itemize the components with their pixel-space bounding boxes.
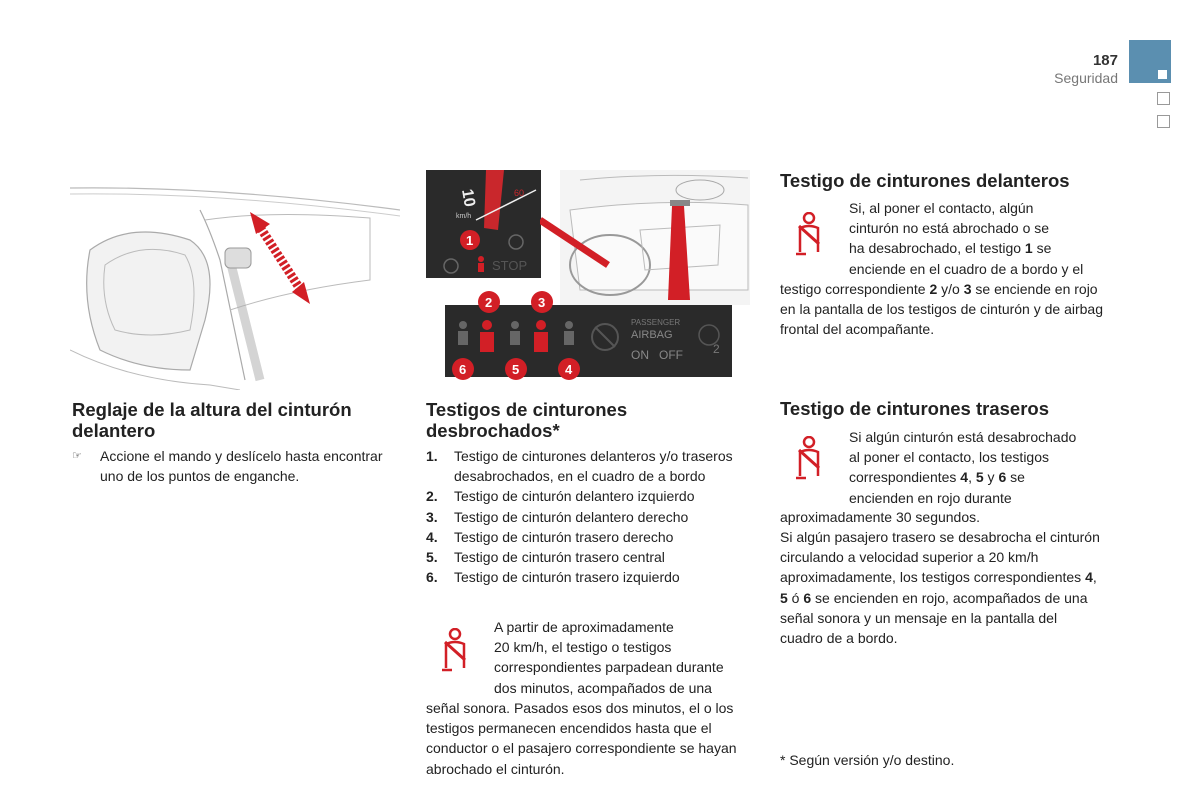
unfastened-belts-heading: Testigos de cinturones desbrochados* [426, 399, 628, 441]
speed-tick-10: 10 [458, 187, 478, 209]
rear-belts-duration: aproximadamente 30 segundos. [780, 509, 981, 525]
list-item: 3. Testigo de cinturón delantero derecho [426, 508, 689, 525]
marker-5-label: 5 [512, 362, 520, 377]
seatbelt-warning-icon [440, 628, 470, 674]
front-belts-intro: Si, al poner el contacto, algún cinturón no está abrochado o se ha desabrochado, el testigo 1 se enciende en el cuadro de a bordo y el [849, 200, 1084, 277]
passenger-label: PASSENGER [631, 318, 681, 327]
marker-1-label: 1 [466, 233, 474, 248]
section-marker [1157, 115, 1170, 128]
list-item: 5. Testigo de cinturón trasero central [426, 549, 665, 566]
off-label: OFF [659, 348, 683, 362]
on-label: ON [631, 348, 649, 362]
belt-height-heading: Reglaje de la altura del cinturón delantero [72, 399, 352, 441]
list-item: 6. Testigo de cinturón trasero izquierdo [426, 569, 680, 586]
dashboard-interior-illustration [540, 170, 750, 305]
marker-2-label: 2 [485, 295, 493, 310]
seatbelt-warning-icon [794, 436, 824, 482]
section-tab [1129, 40, 1171, 83]
list-item: 4. Testigo de cinturón trasero derecho [426, 528, 674, 545]
section-marker [1157, 92, 1170, 105]
section-title: Seguridad [1054, 70, 1118, 86]
warning-lights-list [426, 446, 756, 587]
page-number: 187 [1092, 52, 1118, 69]
seatbelt-warning-icon [478, 256, 484, 272]
blink-note-body: señal sonora. Pasados esos dos minutos, el o los testigos permanecen encendidos hasta que el conductor o el pasajero correspondiente se hayan abrochado el cinturón. [426, 700, 737, 777]
rear-belts-heading: Testigo de cinturones traseros [780, 398, 1049, 419]
speed-unit: km/h [456, 213, 472, 220]
front-belts-body: testigo correspondiente 2 y/o 3 se enciende en rojo en la pantalla de los testigos de cinturón y de airbag frontal del acompañante. [780, 281, 1103, 338]
airbag-label: AIRBAG [631, 329, 673, 341]
belt-height-instruction: Accione el mando y deslícelo hasta encontrar uno de los puntos de enganche. [100, 448, 383, 485]
overhead-markers [445, 288, 585, 386]
front-belts-heading: Testigo de cinturones delanteros [780, 170, 1070, 191]
list-item: 2. Testigo de cinturón delantero izquierdo [426, 488, 695, 505]
marker-3-label: 3 [538, 295, 546, 310]
stop-label: STOP [492, 258, 528, 273]
belt-height-illustration [70, 180, 400, 390]
list-item: 1. Testigo de cinturones delanteros y/o traseros desabrochados, en el cuadro de a bordo [426, 448, 733, 485]
digit-2: 2 [713, 342, 720, 356]
rear-belts-body: Si algún pasajero trasero se desabrocha el cinturón circulando a velocidad superior a 20 km/h aproximadamente, los testigos correspondientes 4, 5 ó 6 se encienden en rojo, acompañados de una señal sonora y un mensaje en la pantalla del cuadro de a bordo. [780, 529, 1100, 647]
marker-6-label: 6 [459, 362, 467, 377]
rear-belts-intro: Si algún cinturón está desabrochado al poner el contacto, los testigos correspondientes 4, 5 y 6 se encienden en rojo durante [849, 429, 1077, 506]
seatbelt-warning-icon [794, 212, 824, 258]
blink-note-intro: A partir de aproximadamente 20 km/h, el testigo o testigos correspondientes parpadean durante dos minutos, acompañados de una [494, 619, 724, 696]
instrument-cluster-illustration [426, 170, 541, 278]
footnote: * Según versión y/o destino. [780, 752, 955, 768]
speed-tick-60: 60 [514, 188, 525, 198]
marker-4-label: 4 [565, 362, 573, 377]
bullet-icon: ☞ [72, 450, 82, 462]
